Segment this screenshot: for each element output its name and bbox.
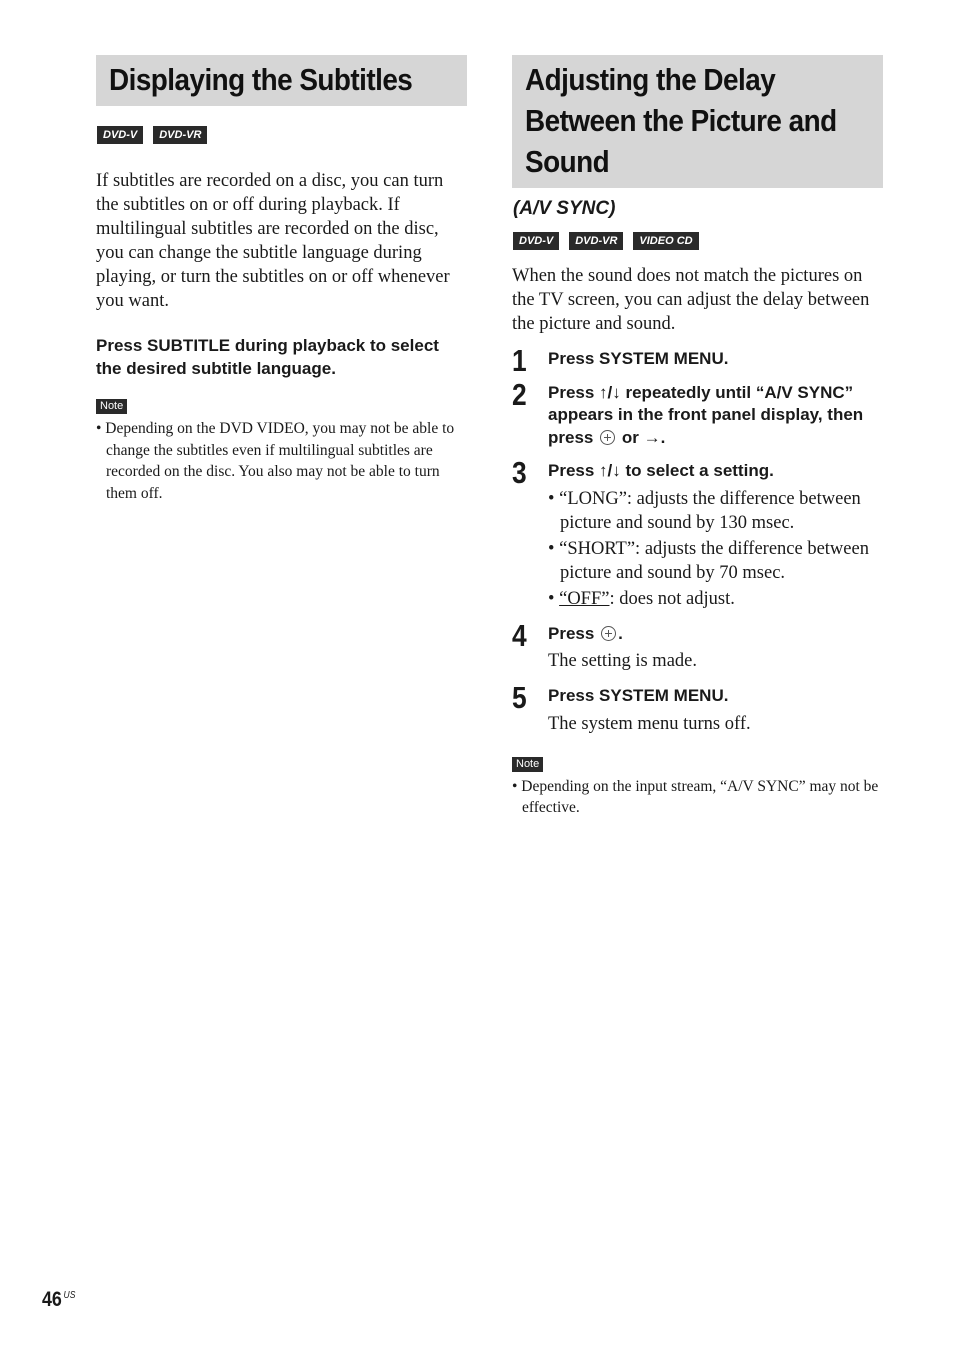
enter-button-icon: [600, 430, 615, 445]
step-title-end: .: [618, 623, 623, 643]
video-cd-badge: VIDEO CD: [633, 232, 698, 250]
right-column: [512, 55, 883, 819]
section-title: Adjusting the Delay Between the Picture and Sound: [525, 62, 837, 179]
dvd-vr-badge: DVD-VR: [153, 126, 207, 144]
disc-type-badges: [97, 126, 467, 144]
step-2: [512, 376, 883, 450]
setting-options-list: [548, 487, 883, 611]
note-label: Note: [512, 757, 543, 772]
step-number: 1: [512, 343, 527, 378]
step-detail: The system menu turns off.: [548, 713, 751, 734]
bullet-prefix: •: [548, 588, 560, 609]
section-subtitle: (A/V SYNC): [513, 198, 616, 219]
step-title: [548, 382, 883, 450]
step-title: [548, 623, 883, 646]
default-setting-label: “OFF”: [559, 588, 610, 609]
page-number: [42, 1284, 75, 1312]
step-title: Press SYSTEM MENU.: [548, 349, 729, 368]
step-number: 3: [512, 455, 527, 490]
step-5: [512, 680, 883, 736]
step-number: 5: [512, 680, 527, 715]
step-4: [512, 617, 883, 674]
instruction-text: Press SUBTITLE during playback to select the desired subtitle language.: [96, 336, 439, 378]
intro-paragraph: If subtitles are recorded on a disc, you can turn the subtitles on or off during playback. If multilingual subtitles are recorded on the disc, you can change the subtitle language during playing, or turn the subtitles on or off whenever you want.: [96, 171, 450, 311]
intro-paragraph: When the sound does not match the pictures on the TV screen, you can adjust the delay between the picture and sound.: [512, 266, 870, 334]
left-column: [96, 55, 467, 504]
step-title: Press SYSTEM MENU.: [548, 686, 729, 705]
note-text: • Depending on the DVD VIDEO, you may not be able to change the subtitles even if multilingual subtitles are recorded on the disc. You also may not be able to turn them off.: [96, 420, 455, 502]
dvd-v-badge: DVD-V: [513, 232, 559, 250]
section-heading-bar: [96, 55, 467, 106]
step-detail: The setting is made.: [548, 651, 697, 671]
step-title-text: Press: [548, 623, 595, 643]
page-number-value: 46: [42, 1288, 62, 1311]
section-heading-bar: [512, 55, 883, 188]
step-1: [512, 343, 883, 378]
note-text: • Depending on the input stream, “A/V SYNC” may not be effective.: [512, 777, 879, 816]
enter-button-icon: [601, 626, 616, 641]
step-title-text: Press ↑/↓ repeatedly until “A/V SYNC” appears in the front panel display, then press: [548, 382, 864, 447]
section-title: Displaying the Subtitles: [109, 62, 413, 97]
region-code: US: [63, 1290, 76, 1301]
list-item: • “SHORT”: adjusts the difference between picture and sound by 70 msec.: [548, 538, 869, 583]
step-title: Press ↑/↓ to select a setting.: [548, 461, 774, 480]
step-number: 2: [512, 376, 527, 412]
step-number: 4: [512, 617, 527, 653]
bullet-rest: : does not adjust.: [609, 588, 735, 609]
note-block: [96, 396, 467, 504]
step-3: [512, 455, 883, 611]
list-item: • “LONG”: adjusts the difference between picture and sound by 130 msec.: [548, 488, 861, 533]
step-title-text-end: or →.: [621, 427, 666, 447]
note-label: Note: [96, 399, 127, 414]
disc-type-badges: [513, 232, 883, 250]
dvd-v-badge: DVD-V: [97, 126, 143, 144]
note-block: [512, 754, 883, 819]
dvd-vr-badge: DVD-VR: [569, 232, 623, 250]
list-item: [548, 587, 883, 611]
